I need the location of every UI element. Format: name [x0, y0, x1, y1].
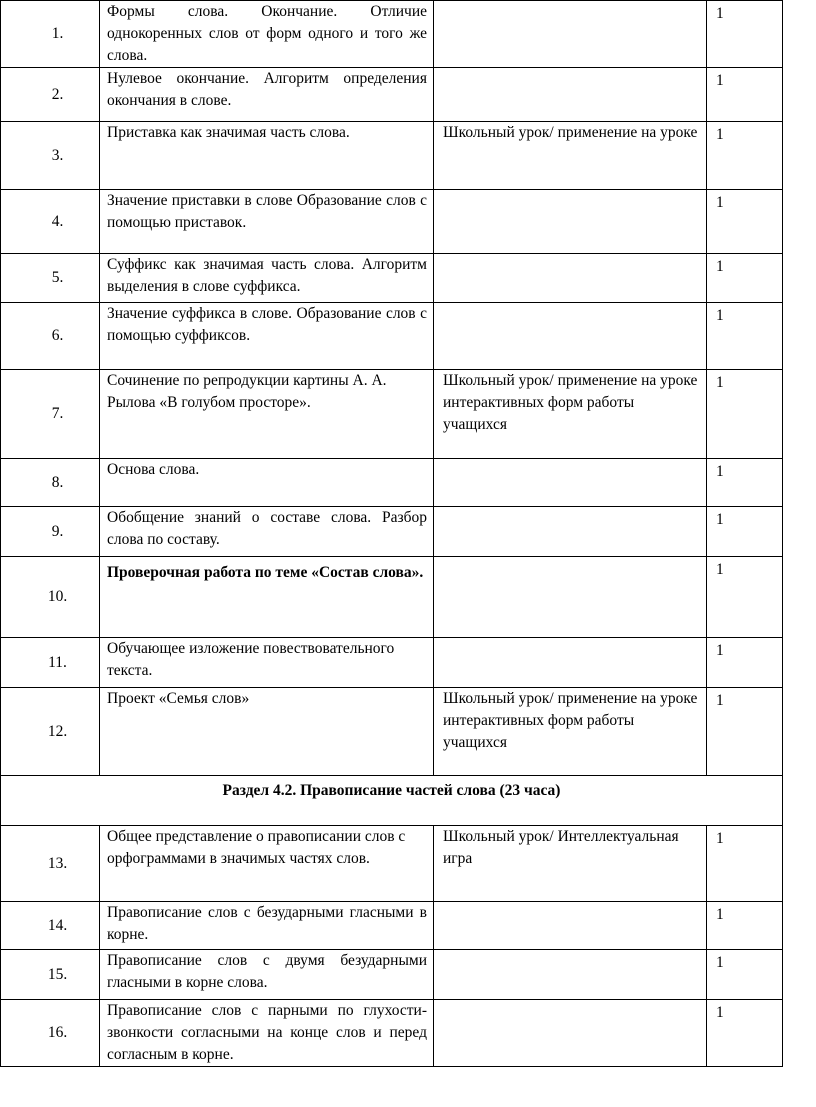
lesson-hours: 1: [707, 459, 783, 507]
lesson-form: [434, 950, 707, 1000]
table-row: [1, 902, 783, 950]
lesson-form: [434, 254, 707, 303]
table-row: [1, 1000, 783, 1067]
lesson-form: [434, 1000, 707, 1067]
lesson-number: 11.: [1, 638, 100, 688]
lesson-number: 10.: [1, 557, 100, 638]
lesson-topic: Правописание слов с безударными гласными в корне.: [100, 902, 434, 950]
lesson-number: 1.: [1, 1, 100, 68]
lesson-hours: 1: [707, 190, 783, 254]
lesson-number: 8.: [1, 459, 100, 507]
table-row: [1, 190, 783, 254]
lesson-form: Школьный урок/ применение на уроке интерактивных форм работы учащихся: [434, 688, 707, 776]
lesson-form: Школьный урок/ Интеллектуальная игра: [434, 826, 707, 902]
section-heading: Раздел 4.2. Правописание частей слова (23 часа): [1, 776, 783, 826]
lesson-hours: 1: [707, 507, 783, 557]
lesson-topic: Формы слова. Окончание. Отличие однокоренных слов от форм одного и того же слова.: [100, 1, 434, 68]
lesson-hours: 1: [707, 638, 783, 688]
lesson-form: [434, 68, 707, 122]
lesson-topic: Обучающее изложение повествовательного текста.: [100, 638, 434, 688]
table-row: [1, 826, 783, 902]
lesson-topic: Приставка как значимая часть слова.: [100, 122, 434, 190]
lesson-form: Школьный урок/ применение на уроке: [434, 122, 707, 190]
lesson-hours: 1: [707, 122, 783, 190]
table-row: [1, 950, 783, 1000]
lesson-form: [434, 557, 707, 638]
lesson-form: Школьный урок/ применение на уроке интерактивных форм работы учащихся: [434, 370, 707, 459]
lesson-topic: Проверочная работа по теме «Состав слова».: [100, 557, 434, 638]
lesson-hours: 1: [707, 303, 783, 370]
lesson-number: 16.: [1, 1000, 100, 1067]
lesson-hours: 1: [707, 1, 783, 68]
table-row: [1, 459, 783, 507]
lesson-topic: Основа слова.: [100, 459, 434, 507]
lesson-topic: Значение приставки в слове Образование слов с помощью приставок.: [100, 190, 434, 254]
lesson-hours: 1: [707, 1000, 783, 1067]
lesson-number: 6.: [1, 303, 100, 370]
lesson-hours: 1: [707, 826, 783, 902]
lesson-form: [434, 1, 707, 68]
lesson-topic: Правописание слов с парными по глухости-звонкости согласными на конце слов и перед согласным в корне.: [100, 1000, 434, 1067]
lesson-number: 14.: [1, 902, 100, 950]
lesson-hours: 1: [707, 557, 783, 638]
lesson-hours: 1: [707, 950, 783, 1000]
lesson-form: [434, 638, 707, 688]
table-row: [1, 122, 783, 190]
table-row: [1, 1, 783, 68]
lesson-number: 4.: [1, 190, 100, 254]
lesson-form: [434, 507, 707, 557]
lesson-hours: 1: [707, 688, 783, 776]
table-row: [1, 507, 783, 557]
lesson-form: [434, 303, 707, 370]
table-row: [1, 557, 783, 638]
lesson-number: 7.: [1, 370, 100, 459]
lesson-hours: 1: [707, 254, 783, 303]
lesson-number: 2.: [1, 68, 100, 122]
lesson-form: [434, 459, 707, 507]
lesson-number: 13.: [1, 826, 100, 902]
lesson-hours: 1: [707, 370, 783, 459]
lesson-topic: Суффикс как значимая часть слова. Алгоритм выделения в слове суффикса.: [100, 254, 434, 303]
lesson-form: [434, 902, 707, 950]
lesson-hours: 1: [707, 902, 783, 950]
lesson-number: 12.: [1, 688, 100, 776]
lesson-topic: Сочинение по репродукции картины А. А. Рылова «В голубом просторе».: [100, 370, 434, 459]
lesson-number: 3.: [1, 122, 100, 190]
lesson-hours: 1: [707, 68, 783, 122]
table-row: [1, 370, 783, 459]
lesson-topic: Правописание слов с двумя безударными гласными в корне слова.: [100, 950, 434, 1000]
table-row: [1, 68, 783, 122]
section-row: [1, 776, 783, 826]
lesson-form: [434, 190, 707, 254]
lesson-topic: Общее представление о правописании слов с орфограммами в значимых частях слов.: [100, 826, 434, 902]
table-row: [1, 688, 783, 776]
table-row: [1, 254, 783, 303]
table-row: [1, 638, 783, 688]
lesson-number: 5.: [1, 254, 100, 303]
lesson-number: 15.: [1, 950, 100, 1000]
lesson-topic: Нулевое окончание. Алгоритм определения окончания в слове.: [100, 68, 434, 122]
lesson-topic: Обобщение знаний о составе слова. Разбор слова по составу.: [100, 507, 434, 557]
lesson-topic: Значение суффикса в слове. Образование слов с помощью суффиксов.: [100, 303, 434, 370]
lesson-number: 9.: [1, 507, 100, 557]
lesson-topic: Проект «Семья слов»: [100, 688, 434, 776]
table-row: [1, 303, 783, 370]
